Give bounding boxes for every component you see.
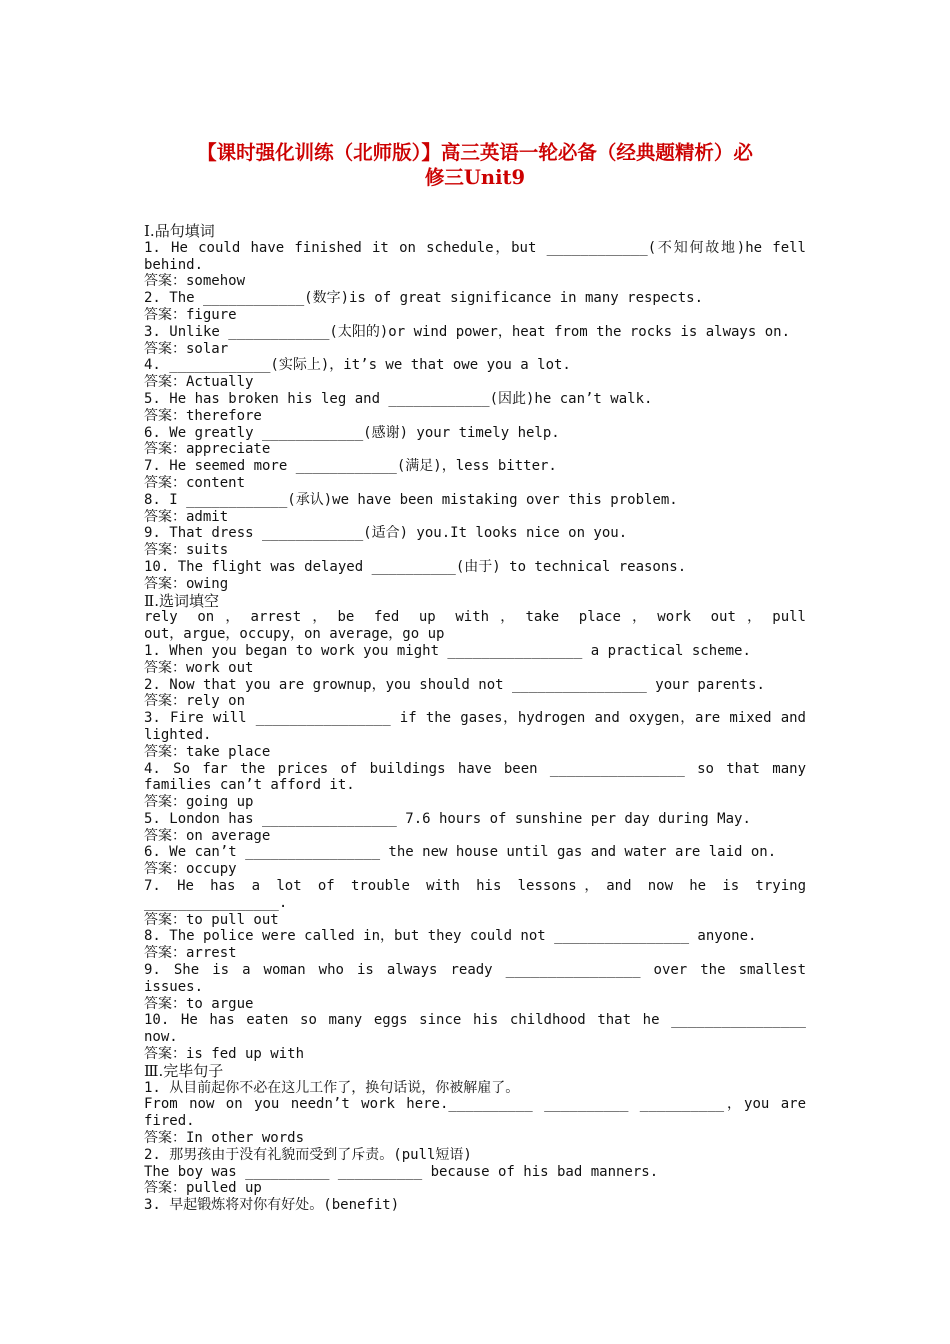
answer-line: 答案：suits [144, 542, 229, 559]
answer-line: 答案：to pull out [144, 911, 279, 928]
answer-line: 答案：In other words [144, 1130, 305, 1147]
text-line: 5. London has ________________ 7.6 hours of sunshine per day during May. [144, 810, 751, 827]
text-line: lighted. [144, 726, 212, 743]
answer-line: 答案：somehow [144, 273, 246, 290]
text-line: 2. The ____________(数字)is of great significance in many respects. [144, 290, 704, 307]
text-line: 5. He has broken his leg and ____________(因此)he can’t walk. [144, 390, 653, 407]
answer-line: 答案：is fed up with [144, 1046, 305, 1063]
answer-line: 答案：going up [144, 794, 254, 811]
answer-line: 答案：owing [144, 575, 229, 592]
answer-line: 答案：appreciate [144, 441, 271, 458]
exercise-body [144, 223, 806, 1214]
section-heading: Ⅲ.完毕句子 [144, 1062, 224, 1080]
text-line: rely on，arrest，be fed up with，take place，work out，pull [144, 609, 806, 626]
answer-line: 答案：admit [144, 508, 229, 525]
text-line: fired. [144, 1113, 195, 1130]
text-line: 9. She is a woman who is always ready ________________ over the smallest [144, 962, 806, 979]
text-line: 10. He has eaten so many eggs since his childhood that he ________________ [144, 1012, 806, 1029]
text-line: 7. He seemed more ____________(满足)，less bitter. [144, 458, 557, 475]
text-line: out，argue，occupy，on average，go up [144, 626, 445, 643]
text-line: 4. ____________(实际上)，it’s we that owe you a lot. [144, 357, 571, 374]
text-line: 3. Fire will ________________ if the gases，hydrogen and oxygen，are mixed and [144, 710, 806, 727]
text-line: 2. 那男孩由于没有礼貌而受到了斥责。(pull短语) [144, 1146, 472, 1163]
text-line: 1. He could have finished it on schedule，but ____________(不知何故地)he fell [144, 239, 806, 256]
text-line: 1. When you began to work you might ________________ a practical scheme. [144, 642, 751, 659]
text-line: The boy was __________ __________ because of his bad manners. [144, 1163, 659, 1180]
answer-line: 答案：therefore [144, 407, 262, 424]
answer-line: 答案：content [144, 474, 246, 491]
answer-line: 答案：arrest [144, 945, 237, 962]
answer-line: 答案：rely on [144, 693, 246, 710]
title-line-1: 【课时强化训练（北师版）】高三英语一轮必备（经典题精析）必 [197, 141, 753, 164]
text-line: families can’t afford it. [144, 777, 355, 794]
text-line: issues. [144, 978, 204, 995]
answer-line: 答案：on average [144, 827, 271, 844]
text-line: 6. We can’t ________________ the new house until gas and water are laid on. [144, 844, 777, 861]
text-line: 4. So far the prices of buildings have been ________________ so that many [144, 760, 806, 777]
text-line: 10. The flight was delayed __________(由于) to technical reasons. [144, 558, 687, 575]
text-line: 9. That dress ____________(适合) you.It looks nice on you. [144, 525, 628, 542]
answer-line: 答案：to argue [144, 995, 254, 1012]
answer-line: 答案：work out [144, 659, 254, 676]
answer-line: 答案：figure [144, 306, 237, 323]
text-line: ________________. [144, 894, 288, 911]
text-line: 2. Now that you are grownup，you should not ________________ your parents. [144, 676, 765, 693]
text-line: behind. [144, 256, 204, 273]
text-line: 8. I ____________(承认)we have been mistaking over this problem. [144, 491, 678, 508]
answer-line: 答案：take place [144, 743, 271, 760]
text-line: now. [144, 1029, 178, 1046]
text-line: 7. He has a lot of trouble with his lessons，and now he is trying [144, 878, 806, 895]
answer-line: 答案：solar [144, 340, 229, 357]
text-line: 3. 早起锻炼将对你有好处。(benefit) [144, 1197, 400, 1214]
answer-line: 答案：occupy [144, 861, 237, 878]
section-heading: Ⅱ.选词填空 [144, 592, 219, 610]
document-title [120, 140, 830, 190]
title-line-2: 修三Unit9 [424, 166, 526, 189]
text-line: 8. The police were called in，but they could not ________________ anyone. [144, 928, 757, 945]
answer-line: 答案：Actually [144, 374, 254, 391]
answer-line: 答案：pulled up [144, 1180, 262, 1197]
text-line: 3. Unlike ____________(太阳的)or wind power，heat from the rocks is always on. [144, 323, 791, 340]
text-line: 1. 从目前起你不必在这儿工作了，换句话说，你被解雇了。 [144, 1079, 520, 1096]
section-heading: Ⅰ.品句填词 [144, 223, 215, 240]
text-line: From now on you needn’t work here.__________ __________ __________，you are [144, 1096, 806, 1113]
text-line: 6. We greatly ____________(感谢) your timely help. [144, 424, 560, 441]
